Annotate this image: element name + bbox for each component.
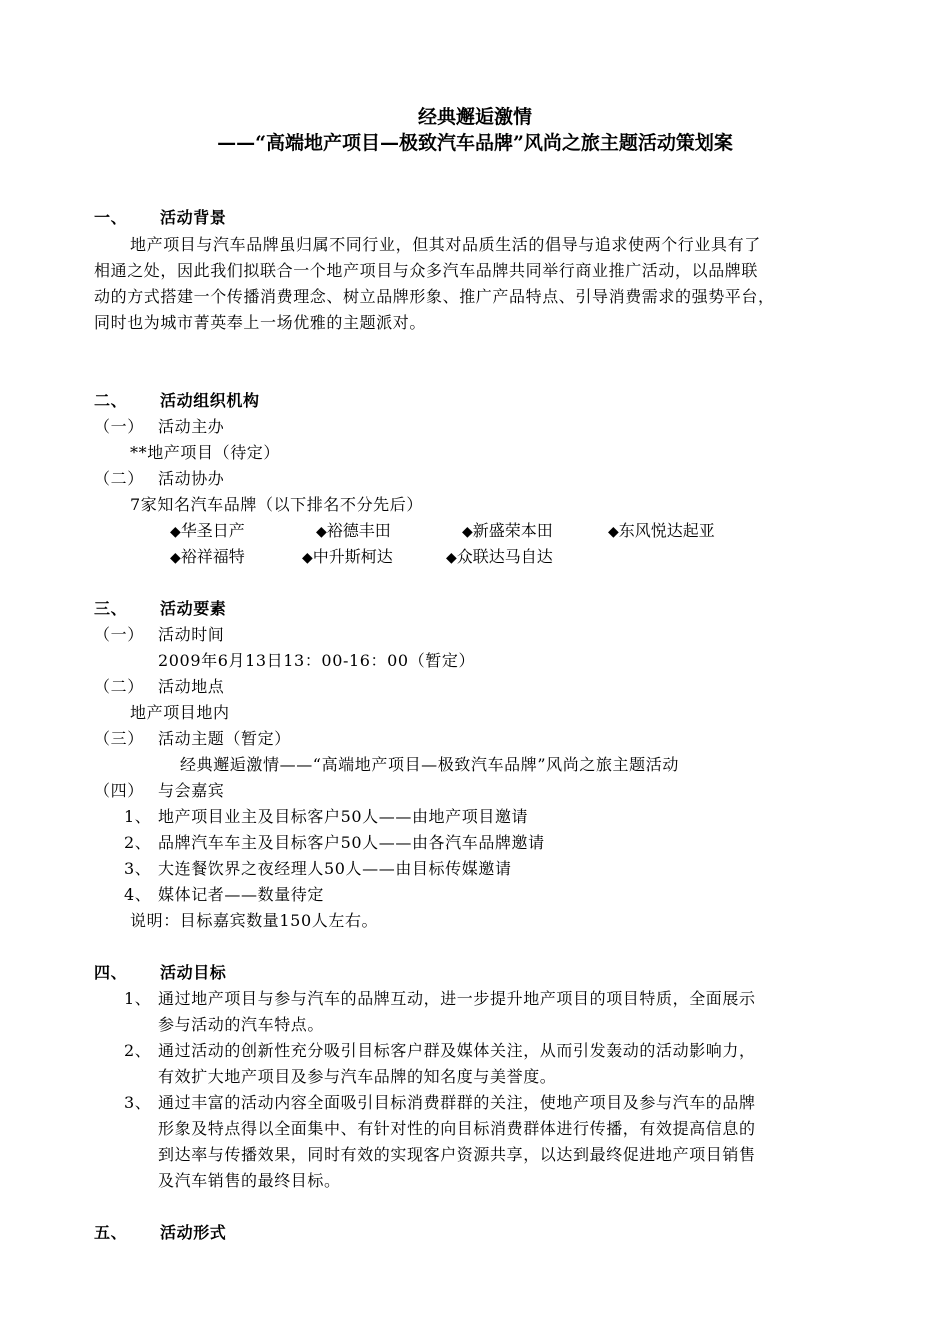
brand-item: ◆华圣日产 [170, 521, 245, 540]
section-number: 三、 [94, 599, 128, 618]
subsection-time [94, 622, 224, 648]
item-number: 2、 [124, 1041, 152, 1060]
goal-continuation: 参与活动的汽车特点。 [158, 1015, 325, 1034]
subsection-title: 活动主题（暂定） [158, 729, 291, 748]
brand-item: ◆中升斯柯达 [302, 547, 393, 566]
subsection-number: （二） [94, 469, 144, 488]
guest-item: 2、 品牌汽车车主及目标客户50人——由各汽车品牌邀请 [124, 830, 545, 856]
subsection-guests [94, 778, 224, 804]
diamond-bullet-icon: ◆ [170, 524, 181, 540]
paragraph-line: 同时也为城市菁英奉上一场优雅的主题派对。 [94, 313, 427, 332]
brand-item: ◆众联达马自达 [446, 547, 553, 566]
section-title: 活动目标 [160, 963, 227, 982]
subsection-title: 活动协办 [158, 469, 225, 488]
goal-continuation: 及汽车销售的最终目标。 [158, 1171, 341, 1190]
diamond-bullet-icon: ◆ [302, 550, 313, 566]
subsection-title: 活动主办 [158, 417, 225, 436]
diamond-bullet-icon: ◆ [170, 550, 181, 566]
theme-text: 经典邂逅激情——“高端地产项目—极致汽车品牌”风尚之旅主题活动 [180, 755, 679, 774]
subsection-number: （二） [94, 677, 144, 696]
section-heading-elements [94, 596, 226, 622]
item-number: 1、 [124, 989, 152, 1008]
diamond-bullet-icon: ◆ [462, 524, 473, 540]
section-number: 五、 [94, 1223, 128, 1242]
subsection-host [94, 414, 224, 440]
section-number: 二、 [94, 391, 128, 410]
brand-list-row [170, 518, 754, 545]
item-number: 2、 [124, 833, 152, 852]
section-number: 四、 [94, 963, 128, 982]
section-heading-organization [94, 388, 260, 414]
goal-item: 1、 通过地产项目与参与汽车的品牌互动，进一步提升地产项目的项目特质，全面展示 [124, 986, 756, 1012]
host-text: **地产项目（待定） [130, 443, 281, 462]
guests-note: 说明：目标嘉宾数量150人左右。 [130, 911, 379, 930]
subsection-number: （一） [94, 625, 144, 644]
document-subtitle: ——“高端地产项目—极致汽车品牌”风尚之旅主题活动策划案 [217, 132, 733, 154]
subsection-theme [94, 726, 291, 752]
brand-item: ◆新盛荣本田 [462, 521, 553, 540]
goal-continuation: 形象及特点得以全面集中、有针对性的向目标消费群体进行传播，有效提高信息的 [158, 1119, 756, 1138]
guest-item: 1、 地产项目业主及目标客户50人——由地产项目邀请 [124, 804, 528, 830]
brand-item: ◆裕祥福特 [170, 547, 245, 566]
brand-list-row [170, 544, 592, 571]
paragraph-line: 相通之处，因此我们拟联合一个地产项目与众多汽车品牌共同举行商业推广活动，以品牌联 [94, 261, 759, 280]
diamond-bullet-icon: ◆ [316, 524, 327, 540]
brand-item: ◆东风悦达起亚 [608, 521, 715, 540]
document-title: 经典邂逅激情 [417, 106, 532, 128]
subsection-title: 活动时间 [158, 625, 225, 644]
goal-continuation: 到达率与传播效果，同时有效的实现客户资源共享，以达到最终促进地产项目销售 [158, 1145, 756, 1164]
subsection-title: 活动地点 [158, 677, 225, 696]
paragraph-line: 地产项目与汽车品牌虽归属不同行业，但其对品质生活的倡导与追求使两个行业具有了 [130, 235, 761, 254]
subsection-number: （四） [94, 781, 144, 800]
goal-item: 3、 通过丰富的活动内容全面吸引目标消费群群的关注，使地产项目及参与汽车的品牌 [124, 1090, 756, 1116]
section-heading-background [94, 205, 226, 231]
section-number: 一、 [94, 208, 128, 227]
section-heading-format [94, 1220, 226, 1246]
subsection-title: 与会嘉宾 [158, 781, 225, 800]
brand-item: ◆裕德丰田 [316, 521, 391, 540]
section-title: 活动要素 [160, 599, 227, 618]
guest-item: 4、 媒体记者——数量待定 [124, 882, 324, 908]
location-text: 地产项目地内 [130, 703, 230, 722]
time-text: 2009年6月13日13：00-16：00（暂定） [158, 651, 476, 670]
item-number: 3、 [124, 1093, 152, 1112]
subsection-number: （三） [94, 729, 144, 748]
diamond-bullet-icon: ◆ [446, 550, 457, 566]
guest-item: 3、 大连餐饮界之夜经理人50人——由目标传媒邀请 [124, 856, 512, 882]
subsection-location [94, 674, 224, 700]
co-host-text: 7家知名汽车品牌（以下排名不分先后） [130, 495, 423, 514]
paragraph-line: 动的方式搭建一个传播消费理念、树立品牌形象、推广产品特点、引导消费需求的强势平台， [94, 287, 775, 306]
item-number: 3、 [124, 859, 152, 878]
item-number: 4、 [124, 885, 152, 904]
subsection-co-host [94, 466, 224, 492]
goal-item: 2、 通过活动的创新性充分吸引目标客户群及媒体关注，从而引发轰动的活动影响力， [124, 1038, 756, 1064]
diamond-bullet-icon: ◆ [608, 524, 619, 540]
section-heading-goals [94, 960, 226, 986]
section-title: 活动组织机构 [160, 391, 260, 410]
subsection-number: （一） [94, 417, 144, 436]
goal-continuation: 有效扩大地产项目及参与汽车品牌的知名度与美誉度。 [158, 1067, 557, 1086]
section-title: 活动背景 [160, 208, 227, 227]
section-title: 活动形式 [160, 1223, 227, 1242]
item-number: 1、 [124, 807, 152, 826]
